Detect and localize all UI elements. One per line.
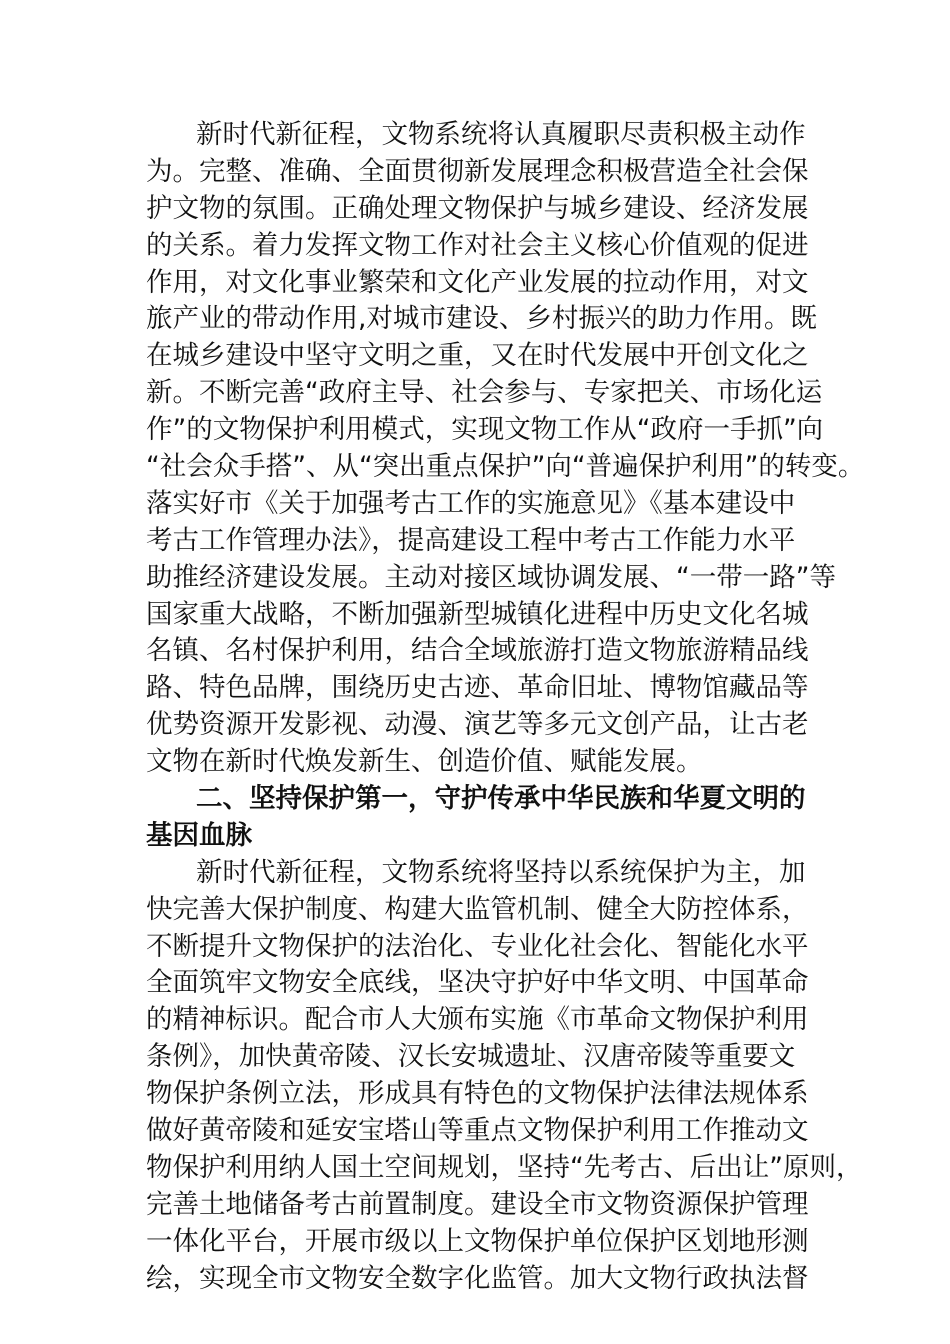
document-body — [146, 117, 865, 1298]
paragraph-1 — [146, 117, 865, 781]
text-line: 新。不断完善“政府主导、社会参与、专家把关、市场化运 — [146, 377, 823, 409]
text-line: 优势资源开发影视、动漫、演艺等多元文创产品，让古老 — [146, 709, 809, 741]
heading-line: 基因血脉 — [146, 819, 252, 851]
text-line: 物保护条例立法，形成具有特色的文物保护法律法规体系 — [146, 1078, 809, 1110]
text-line: 一体化平台，开展市级以上文物保护单位保护区划地形测 — [146, 1225, 809, 1257]
text-line: 在城乡建设中坚守文明之重，又在时代发展中开创文化之 — [146, 340, 809, 372]
text-line: 为。完整、准确、全面贯彻新发展理念积极营造全社会保 — [146, 155, 809, 187]
text-line: 快完善大保护制度、构建大监管机制、健全大防控体系， — [146, 893, 809, 925]
text-line: 条例》，加快黄帝陵、汉长安城遗址、汉唐帝陵等重要文 — [146, 1041, 796, 1073]
text-line: 作用，对文化事业繁荣和文化产业发展的拉动作用，对文 — [146, 266, 809, 298]
text-line: 完善土地储备考古前置制度。建设全市文物资源保护管理 — [146, 1188, 809, 1220]
text-line: “社会众手搭”、从“突出重点保护”向“普遍保护利用”的转变。 — [146, 451, 865, 483]
text-line: 文物在新时代焕发新生、创造价值、赋能发展。 — [146, 746, 703, 778]
text-line: 做好黄帝陵和延安宝塔山等重点文物保护利用工作推动文 — [146, 1115, 809, 1147]
text-line: 落实好市《关于加强考古工作的实施意见》《基本建设中 — [146, 487, 796, 519]
text-line: 助推经济建设发展。主动对接区域协调发展、“一带一路”等 — [146, 561, 836, 593]
section-heading — [146, 781, 810, 855]
text-line: 名镇、名村保护利用，结合全域旅游打造文物旅游精品线 — [146, 635, 809, 667]
text-line: 全面筑牢文物安全底线，坚决守护好中华文明、中国革命 — [146, 967, 809, 999]
text-line: 绘，实现全市文物安全数字化监管。加大文物行政执法督 — [146, 1262, 809, 1294]
text-line: 物保护利用纳人国土空间规划，坚持“先考古、后出让”原则， — [146, 1151, 863, 1183]
text-line: 护文物的氛围。正确处理文物保护与城乡建设、经济发展 — [146, 192, 809, 224]
text-line: 新时代新征程，文物系统将坚持以系统保护为主，加 — [196, 856, 806, 888]
text-line: 的精神标识。配合市人大颁布实施《市革命文物保护利用 — [146, 1004, 809, 1036]
paragraph-2 — [146, 855, 863, 1298]
text-line: 作”的文物保护利用模式，实现文物工作从“政府一手抓”向 — [146, 414, 824, 446]
text-line: 的关系。着力发挥文物工作对社会主义核心价值观的促进 — [146, 229, 809, 261]
text-line: 旅产业的带动作用,对城市建设、乡村振兴的助力作用。既 — [146, 303, 817, 335]
text-line: 考古工作管理办法》，提高建设工程中考古工作能力水平 — [146, 524, 796, 556]
heading-line: 二、坚持保护第一，守护传承中华民族和华夏文明的 — [196, 783, 806, 815]
text-line: 新时代新征程，文物系统将认真履职尽责积极主动作 — [196, 119, 806, 150]
text-line: 路、特色品牌，围绕历史古迹、革命旧址、博物馆藏品等 — [146, 672, 809, 704]
text-line: 国家重大战略，不断加强新型城镇化进程中历史文化名城 — [146, 598, 809, 630]
text-line: 不断提升文物保护的法治化、专业化社会化、智能化水平 — [146, 930, 809, 962]
